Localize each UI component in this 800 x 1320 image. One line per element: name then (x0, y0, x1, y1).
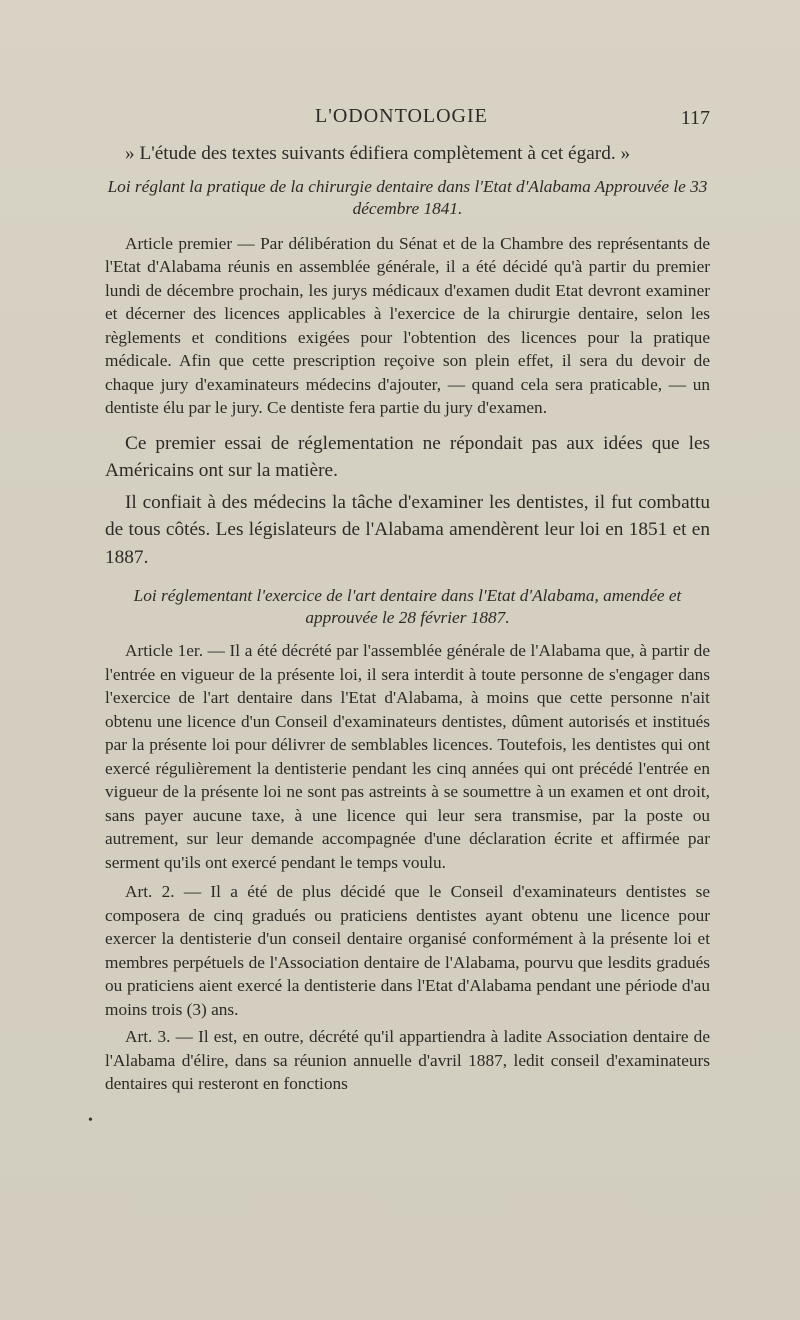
law-1841-heading: Loi réglant la pratique de la chirurgie dentaire dans l'Etat d'Alabama Approuvée le 33 décembre 1841. (107, 176, 708, 218)
quote-paragraph: » L'étude des textes suivants édifiera complètement à cet égard. » (125, 143, 631, 164)
commentary-paragraph-1: Ce premier essai de réglementation ne répondait pas aux idées que les Américains ont sur la matière. (105, 432, 710, 481)
law-1887-article-3: Art. 3. — Il est, en outre, décrété qu'il appartiendra à ladite Association dentaire de l'Alabama d'élire, dans sa réunion annuelle d'avril 1887, ledit conseil d'examinateurs dentaires qui resteront en fonctions (105, 1027, 710, 1093)
margin-mark: • (88, 1113, 93, 1128)
page-header (105, 105, 710, 131)
page-body (105, 140, 710, 1096)
commentary-paragraph-2: Il confiait à des médecins la tâche d'examiner les dentistes, il fut combattu de tous côtés. Les législateurs de l'Alabama amendèrent leur loi en 1851 et en 1887. (105, 491, 710, 568)
law-1841-article-1: Article premier — Par délibération du Sénat et de la Chambre des représentants de l'Etat d'Alabama réunis en assemblée générale, il a été décidé qu'à partir du premier lundi de décembre prochain, les jurys médicaux d'examen dudit Etat devront examiner et décerner des licences applicables à l'exercice de la chirurgie dentaire, selon les règlements et conditions exigées pour l'obtention des licences pour la pratique médicale. Afin que cette prescription reçoive son plein effet, il sera du devoir de chaque jury d'examinateurs médecins d'ajouter, — quand cela sera praticable, — un dentiste élu par le jury. Ce dentiste fera partie du jury d'examen. (105, 233, 710, 417)
running-title: L'ODONTOLOGIE (315, 105, 488, 127)
law-1887-article-2: Art. 2. — Il a été de plus décidé que le Conseil d'examinateurs dentistes se composera de cinq gradués ou praticiens dentistes ayant obtenu une licence pour exercer la dentisterie d'un conseil dentaire organisé conformément à la présente loi et membres perpétuels de l'Association dentaire de l'Alabama, pourvu que lesdits gradués ou praticiens aient exercé la dentisterie dans l'Etat d'Alabama pendant une période d'au moins trois (3) ans. (105, 882, 710, 1019)
page-number: 117 (680, 107, 710, 129)
law-1887-heading: Loi réglementant l'exercice de l'art dentaire dans l'Etat d'Alabama, amendée et approuvée le 28 février 1887. (133, 586, 682, 627)
law-1887-article-1: Article 1er. — Il a été décrété par l'assemblée générale de l'Alabama que, à partir de l'entrée en vigueur de la présente loi, il sera interdit à toute personne de s'engager dans l'exercice de l'art dentaire dans l'Etat d'Alabama, à moins que cette personne n'ait obtenu une licence d'un Conseil d'examinateurs dentistes, dûment autorisés et institués par la présente loi pour délivrer de semblables licences. Toutefois, les dentistes qui ont exercé régulièrement la dentisterie pendant les cinq années qui ont précédé l'entrée en vigueur de la présente loi ne sont pas astreints à se soumettre à un examen et ont droit, sans payer aucune taxe, à une licence qui leur sera transmise, par la poste ou autrement, sur leur demande accompagnée d'une déclaration écrite et affirmée par serment qu'ils ont exercé pendant le temps voulu. (105, 641, 710, 872)
